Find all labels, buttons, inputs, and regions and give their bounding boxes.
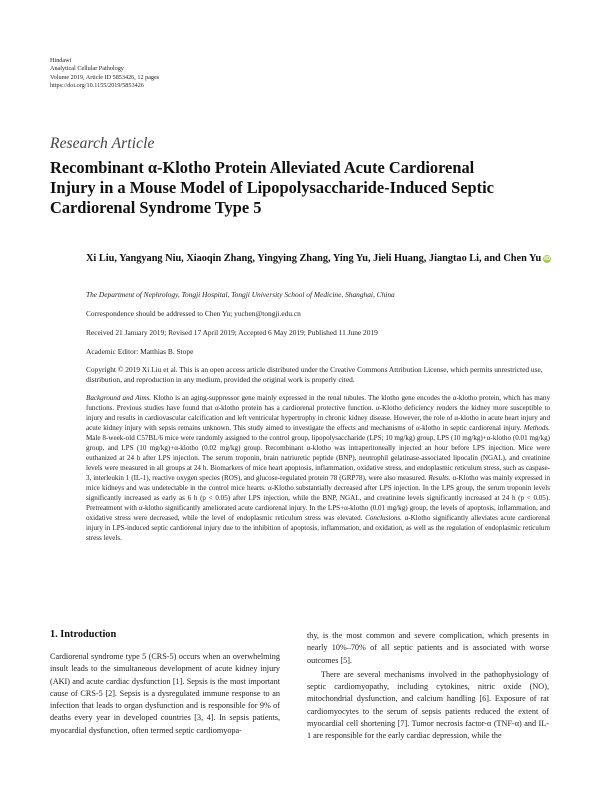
abstract-background: Klotho is an aging-suppressor gene mainly expressed in the renal tubules. The klotho gene encodes the α-klotho protein, which has many functions. Previous studies have found that α-klotho protein has a cardiorenal protective function. α-Klotho deficiency renders the kidney more susceptible to injury and results in cardiovascular calcification and left ventricular hypertrophy in chronic kidney disease. However, the role of α-klotho in acute heart injury and acute kidney injury with sepsis remains unknown. This study aimed to investigate the effects and mechanisms of α-klotho in septic cardiorenal injury. bbox=[86, 394, 550, 432]
article-type: Research Article bbox=[50, 135, 155, 152]
abstract-conclusions: α-Klotho significantly alleviates acute cardiorenal injury in LPS-induced septic cardiorenal injury due to the inhibition of apoptosis, inflammation, and oxidation, as well as the regulation of endoplasmic reticulum stress levels. bbox=[86, 513, 550, 542]
article-title bbox=[50, 158, 550, 218]
journal-masthead bbox=[50, 57, 159, 91]
abstract-results: α-Klotho was mainly expressed in mice kidneys and was undetectable in the control mice hearts. α-Klotho substantially decreased after LPS injection. In the LPS group, the serum troponin levels significantly increased as early as 6 h (p < 0.05) after LPS injection, while the BNP, NGAL, and creatinine levels significantly increased at 24 h (p < 0.05). Pretreatment with α-klotho significantly ameliorated acute cardiorenal injury. In the LPS+α-klotho (0.01 mg/kg) group, the levels of apoptosis, inflammation, and oxidative stress were decreased, while the level of endoplasmic reticulum stress was elevated. bbox=[86, 473, 550, 522]
title-line: Injury in a Mouse Model of Lipopolysaccharide-Induced Septic bbox=[50, 178, 494, 197]
correspondence: Correspondence should be addressed to Chen Yu; yuchen@tongji.edu.cn bbox=[86, 309, 301, 318]
orcid-icon[interactable]: iD bbox=[543, 256, 551, 262]
author-names: Xi Liu, Yangyang Niu, Xiaoqin Zhang, Yingying Zhang, Ying Yu, Jieli Huang, Jiangtao Li, and Chen Yu bbox=[86, 253, 542, 264]
abstract-methods-label: Methods. bbox=[523, 423, 550, 432]
abstract bbox=[86, 394, 550, 544]
journal-name: Analytical Cellular Pathology bbox=[50, 65, 124, 73]
body-column-right bbox=[307, 630, 549, 743]
abstract-background-label: Background and Aims. bbox=[86, 394, 152, 402]
doi-link[interactable]: https://doi.org/10.1155/2019/5853426 bbox=[50, 82, 144, 90]
title-line: Recombinant α-Klotho Protein Alleviated Acute Cardiorenal bbox=[50, 158, 475, 177]
publisher-name: Hindawi bbox=[50, 57, 72, 64]
body-column-left bbox=[50, 651, 280, 737]
volume-info: Volume 2019, Article ID 5853426, 12 pages bbox=[50, 73, 160, 81]
abstract-results-label: Results. bbox=[428, 473, 451, 482]
abstract-conclusions-label: Conclusions. bbox=[365, 513, 402, 522]
academic-editor: Academic Editor: Matthias B. Stope bbox=[86, 347, 194, 356]
abstract-methods: Male 8-week-old C57BL/6 mice were randomly assigned to the control group, lipopolysaccharide (LPS; 10 mg/kg) group, LPS (10 mg/kg)+α-klotho (0.01 mg/kg) group, and LPS (10 mg/kg)+α-klotho (0.02 mg/kg) group. Recombinant α-klotho was intraperitoneally injected an hour before LPS injection. Mice were euthanized at 24 h after LPS injection. The serum troponin, brain natriuretic peptide (BNP), neutrophil gelatinase-associated lipocalin (NGAL), and creatinine levels were measured in all groups at 24 h. Biomarkers of mice heart apoptosis, inflammation, oxidative stress, and endoplasmic reticulum stress, such as caspase-3, interleukin 1 (IL-1), reactive oxygen species (ROS), and glucose-regulated protein 78 (GRP78), were also measured. bbox=[86, 433, 550, 482]
paragraph: There are several mechanisms involved in the pathophysiology of septic cardiomyopathy, including cytokines, nitric oxide (NO), mitochondrial dysfunction, and calcium handling [6]. Exposure of rat cardiomyocytes to the serum of sepsis patients reduced the extent of myocardial cell shortening [7]. Tumor necrosis factor-α (TNF-α) and IL-1 are responsible for the early cardiac depression, while the bbox=[307, 669, 549, 741]
title-line: Cardiorenal Syndrome Type 5 bbox=[50, 198, 262, 217]
copyright-notice: Copyright © 2019 Xi Liu et al. This is an open access article distributed under the Creative Commons Attribution License, which permits unrestricted use, distribution, and reproduction in any medium, provided the original work is properly cited. bbox=[86, 365, 543, 384]
affiliation: The Department of Nephrology, Tongji Hospital, Tongji University School of Medicine, Shanghai, China bbox=[86, 290, 395, 299]
publication-dates: Received 21 January 2019; Revised 17 April 2019; Accepted 6 May 2019; Published 11 June 2019 bbox=[86, 328, 378, 337]
paragraph: Cardiorenal syndrome type 5 (CRS-5) occurs when an overwhelming insult leads to the simultaneous development of acute kidney injury (AKI) and acute cardiac dysfunction [1]. Sepsis is the most important cause of CRS-5 [2]. Sepsis is a dysregulated immune response to an infection that leads to organ dysfunction and is responsible for 9% of deaths every year in developed countries [3, 4]. In sepsis patients, myocardial dysfunction, often termed septic cardiomyopa- bbox=[50, 652, 280, 735]
section-heading-introduction: 1. Introduction bbox=[50, 629, 117, 640]
author-list bbox=[86, 252, 556, 266]
paragraph: thy, is the most common and severe complication, which presents in nearly 10%–70% of all septic patients and is associated with worse outcomes [5]. bbox=[307, 631, 549, 665]
